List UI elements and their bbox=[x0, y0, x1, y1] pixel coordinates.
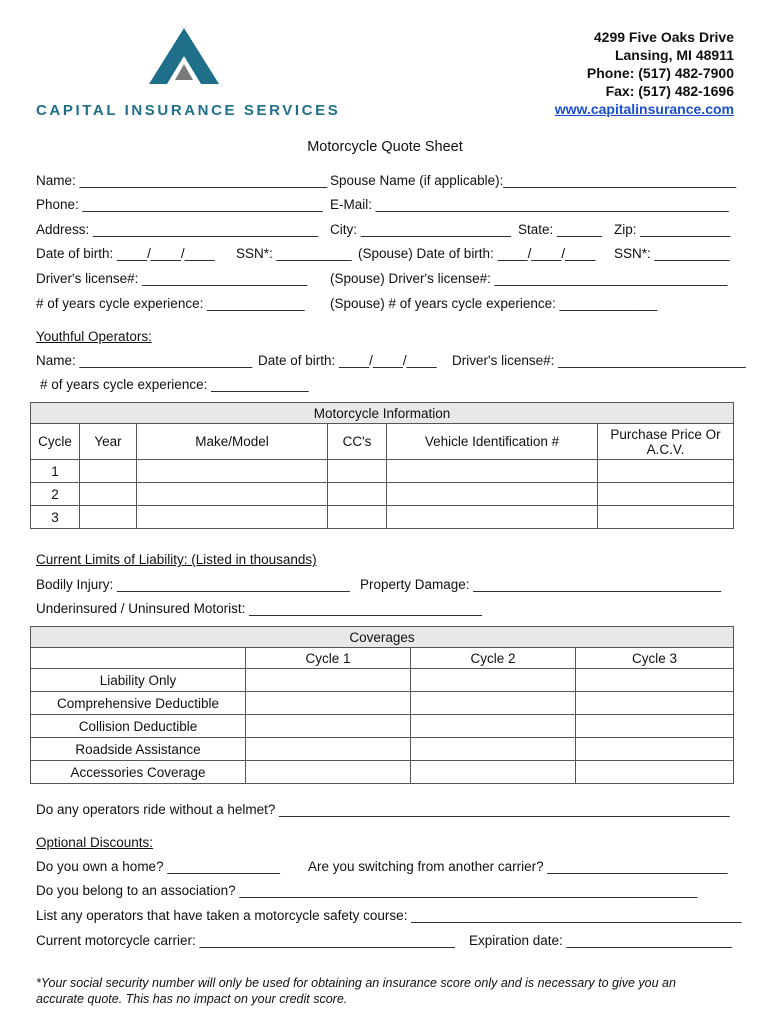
header-cc: CC's bbox=[328, 424, 387, 460]
phone-field[interactable]: Phone: ________________________________ bbox=[36, 197, 323, 212]
own-home-field[interactable]: Do you own a home? _______________ bbox=[36, 859, 280, 874]
switching-carrier-field[interactable]: Are you switching from another carrier? ________________________ bbox=[308, 859, 728, 874]
helmet-question[interactable]: Do any operators ride without a helmet? ____________________________________________________________ bbox=[36, 802, 730, 817]
city-field[interactable]: City: ____________________ bbox=[330, 222, 511, 237]
discounts-heading: Optional Discounts: bbox=[36, 835, 154, 850]
table-row: Comprehensive Deductible bbox=[31, 692, 246, 715]
table-row: Accessories Coverage bbox=[31, 761, 246, 784]
spouse-license-field[interactable]: (Spouse) Driver's license#: _______________________________ bbox=[330, 271, 728, 286]
zip-field[interactable]: Zip: ____________ bbox=[614, 222, 731, 237]
table-row: Liability Only bbox=[31, 669, 246, 692]
spouse-ssn-field[interactable]: SSN*: __________ bbox=[614, 246, 730, 261]
phone-number: Phone: (517) 482-7900 bbox=[586, 65, 734, 81]
address-line1: 4299 Five Oaks Drive bbox=[593, 29, 734, 45]
experience-field[interactable]: # of years cycle experience: _____________ bbox=[36, 296, 305, 311]
address-line2: Lansing, MI 48911 bbox=[614, 47, 734, 63]
uninsured-motorist-field[interactable]: Underinsured / Uninsured Motorist: _______________________________ bbox=[36, 601, 482, 616]
table-row: 2 bbox=[31, 483, 80, 506]
spouse-dob-field[interactable]: (Spouse) Date of birth: ____/____/____ bbox=[358, 246, 596, 261]
header-cycle-2: Cycle 2 bbox=[411, 648, 576, 669]
youthful-experience-field[interactable]: # of years cycle experience: _____________ bbox=[40, 377, 309, 392]
ssn-field[interactable]: SSN*: __________ bbox=[236, 246, 352, 261]
header-make-model: Make/Model bbox=[137, 424, 328, 460]
safety-course-field[interactable]: List any operators that have taken a motorcycle safety course: ____________________________________________ bbox=[36, 908, 742, 923]
email-field[interactable]: E-Mail: _______________________________________________ bbox=[330, 197, 729, 212]
table-row: Roadside Assistance bbox=[31, 738, 246, 761]
current-carrier-field[interactable]: Current motorcycle carrier: __________________________________ bbox=[36, 933, 455, 948]
youthful-dob-field[interactable]: Date of birth: ____/____/____ bbox=[258, 353, 437, 368]
header-purchase-price: Purchase Price Or A.C.V. bbox=[598, 424, 734, 460]
property-damage-field[interactable]: Property Damage: _________________________________ bbox=[360, 577, 722, 592]
license-field[interactable]: Driver's license#: ______________________ bbox=[36, 271, 308, 286]
motorcycle-table bbox=[30, 402, 734, 529]
youthful-license-field[interactable]: Driver's license#: _________________________ bbox=[452, 353, 746, 368]
table-row: Collision Deductible bbox=[31, 715, 246, 738]
company-name: CAPITAL INSURANCE SERVICES bbox=[36, 102, 341, 119]
youthful-heading: Youthful Operators: bbox=[36, 329, 152, 344]
fax-number: Fax: (517) 482-1696 bbox=[605, 83, 734, 99]
coverages-table bbox=[30, 626, 734, 784]
association-field[interactable]: Do you belong to an association? _____________________________________________________________ bbox=[36, 883, 698, 898]
limits-heading: Current Limits of Liability: (Listed in thousands) bbox=[36, 552, 317, 567]
spouse-name-field[interactable]: Spouse Name (if applicable):_______________________________ bbox=[330, 173, 737, 188]
dob-field[interactable]: Date of birth: ____/____/____ bbox=[36, 246, 215, 261]
youthful-name-field[interactable]: Name: _______________________ bbox=[36, 353, 253, 368]
website-link[interactable]: www.capitalinsurance.com bbox=[554, 101, 734, 117]
header-cycle-1: Cycle 1 bbox=[246, 648, 411, 669]
name-field[interactable]: Name: _________________________________ bbox=[36, 173, 328, 188]
ssn-footnote: *Your social security number will only be used for obtaining an insurance score only and is necessary to give you an accurate quote. This has no impact on your credit score. bbox=[36, 976, 676, 1006]
header-year: Year bbox=[80, 424, 137, 460]
motorcycle-table-title: Motorcycle Information bbox=[31, 403, 734, 424]
company-address bbox=[555, 28, 734, 118]
header-cycle: Cycle bbox=[31, 424, 80, 460]
header-vin: Vehicle Identification # bbox=[387, 424, 598, 460]
state-field[interactable]: State: ______ bbox=[518, 222, 603, 237]
spouse-experience-field[interactable]: (Spouse) # of years cycle experience: _____________ bbox=[330, 296, 658, 311]
expiration-date-field[interactable]: Expiration date: ______________________ bbox=[469, 933, 732, 948]
table-row: 3 bbox=[31, 506, 80, 529]
logo-mark-icon bbox=[149, 28, 219, 86]
header-cycle-3: Cycle 3 bbox=[576, 648, 734, 669]
table-row: 1 bbox=[31, 460, 80, 483]
page-title: Motorcycle Quote Sheet bbox=[307, 139, 463, 155]
address-field[interactable]: Address: ______________________________ bbox=[36, 222, 319, 237]
coverages-table-title: Coverages bbox=[31, 627, 734, 648]
company-logo bbox=[36, 24, 341, 124]
bodily-injury-field[interactable]: Bodily Injury: _______________________________ bbox=[36, 577, 350, 592]
